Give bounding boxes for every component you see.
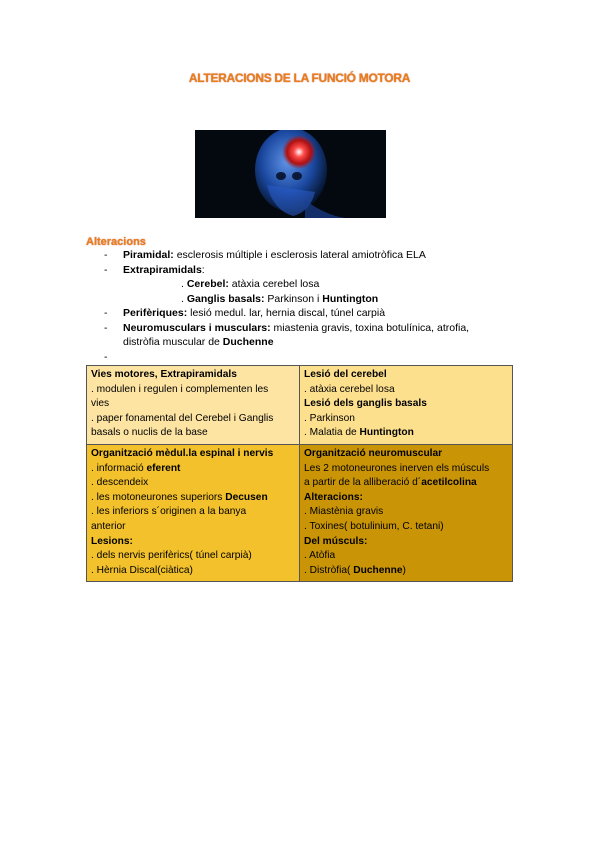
table-cell-neuromuscular: Organització neuromuscular Les 2 motoneurones inerven els músculs a partir de la alliberació d´acetilcolina Alteracions: . Miastènia gravis . Toxines( botulinium, C. tetani) Del músculs: . Atòfia . Distròfia( Duchenne)	[300, 444, 513, 581]
section-heading: Alteracions	[86, 236, 146, 248]
list-item-continuation: distròfia muscular de Duchenne	[123, 336, 274, 348]
list-subitem: . Cerebel: atàxia cerebel losa	[181, 278, 320, 290]
list-subitem: . Ganglis basals: Parkinson i Huntington	[181, 292, 379, 305]
list-item: - Perifèriques: lesió medul. lar, hernia discal, túnel carpià	[104, 307, 386, 319]
table-cell-cerebellum-lesion: Lesió del cerebel . atàxia cerebel losa Lesió dels ganglis basals . Parkinson . Malatia de Huntington	[300, 366, 513, 445]
list-item-empty: -	[104, 350, 108, 363]
list-item: - Extrapiramidals:	[104, 263, 205, 276]
list-item: - Piramidal: esclerosis múltiple i esclerosis lateral amiotròfica ELA	[104, 249, 426, 261]
document-title: ALTERACIONS DE LA FUNCIÓ MOTORA	[188, 71, 411, 85]
table-cell-spinal-cord: Organització mèdul.la espinal i nervis . informació eferent . descendeix . les motoneurones superiors Decusen . les inferiors s´originen a la banya anterior Lesions: . dels nervis perifèrics( túnel carpià) . Hèrnia Discal(ciàtica)	[87, 444, 300, 581]
alterations-list	[86, 248, 506, 364]
skull-brain-illustration	[195, 130, 386, 218]
summary-table	[86, 365, 513, 582]
brain-xray-figure	[195, 130, 386, 218]
list-item: - Neuromusculars i musculars: miastenia gravis, toxina botulínica, atrofia,	[104, 321, 470, 334]
table-cell-extrapyramidal: Vies motores, Extrapiramidals . modulen i regulen i complementen les vies . paper fonamental del Cerebel i Ganglis basals o nuclis de la base	[87, 366, 300, 445]
